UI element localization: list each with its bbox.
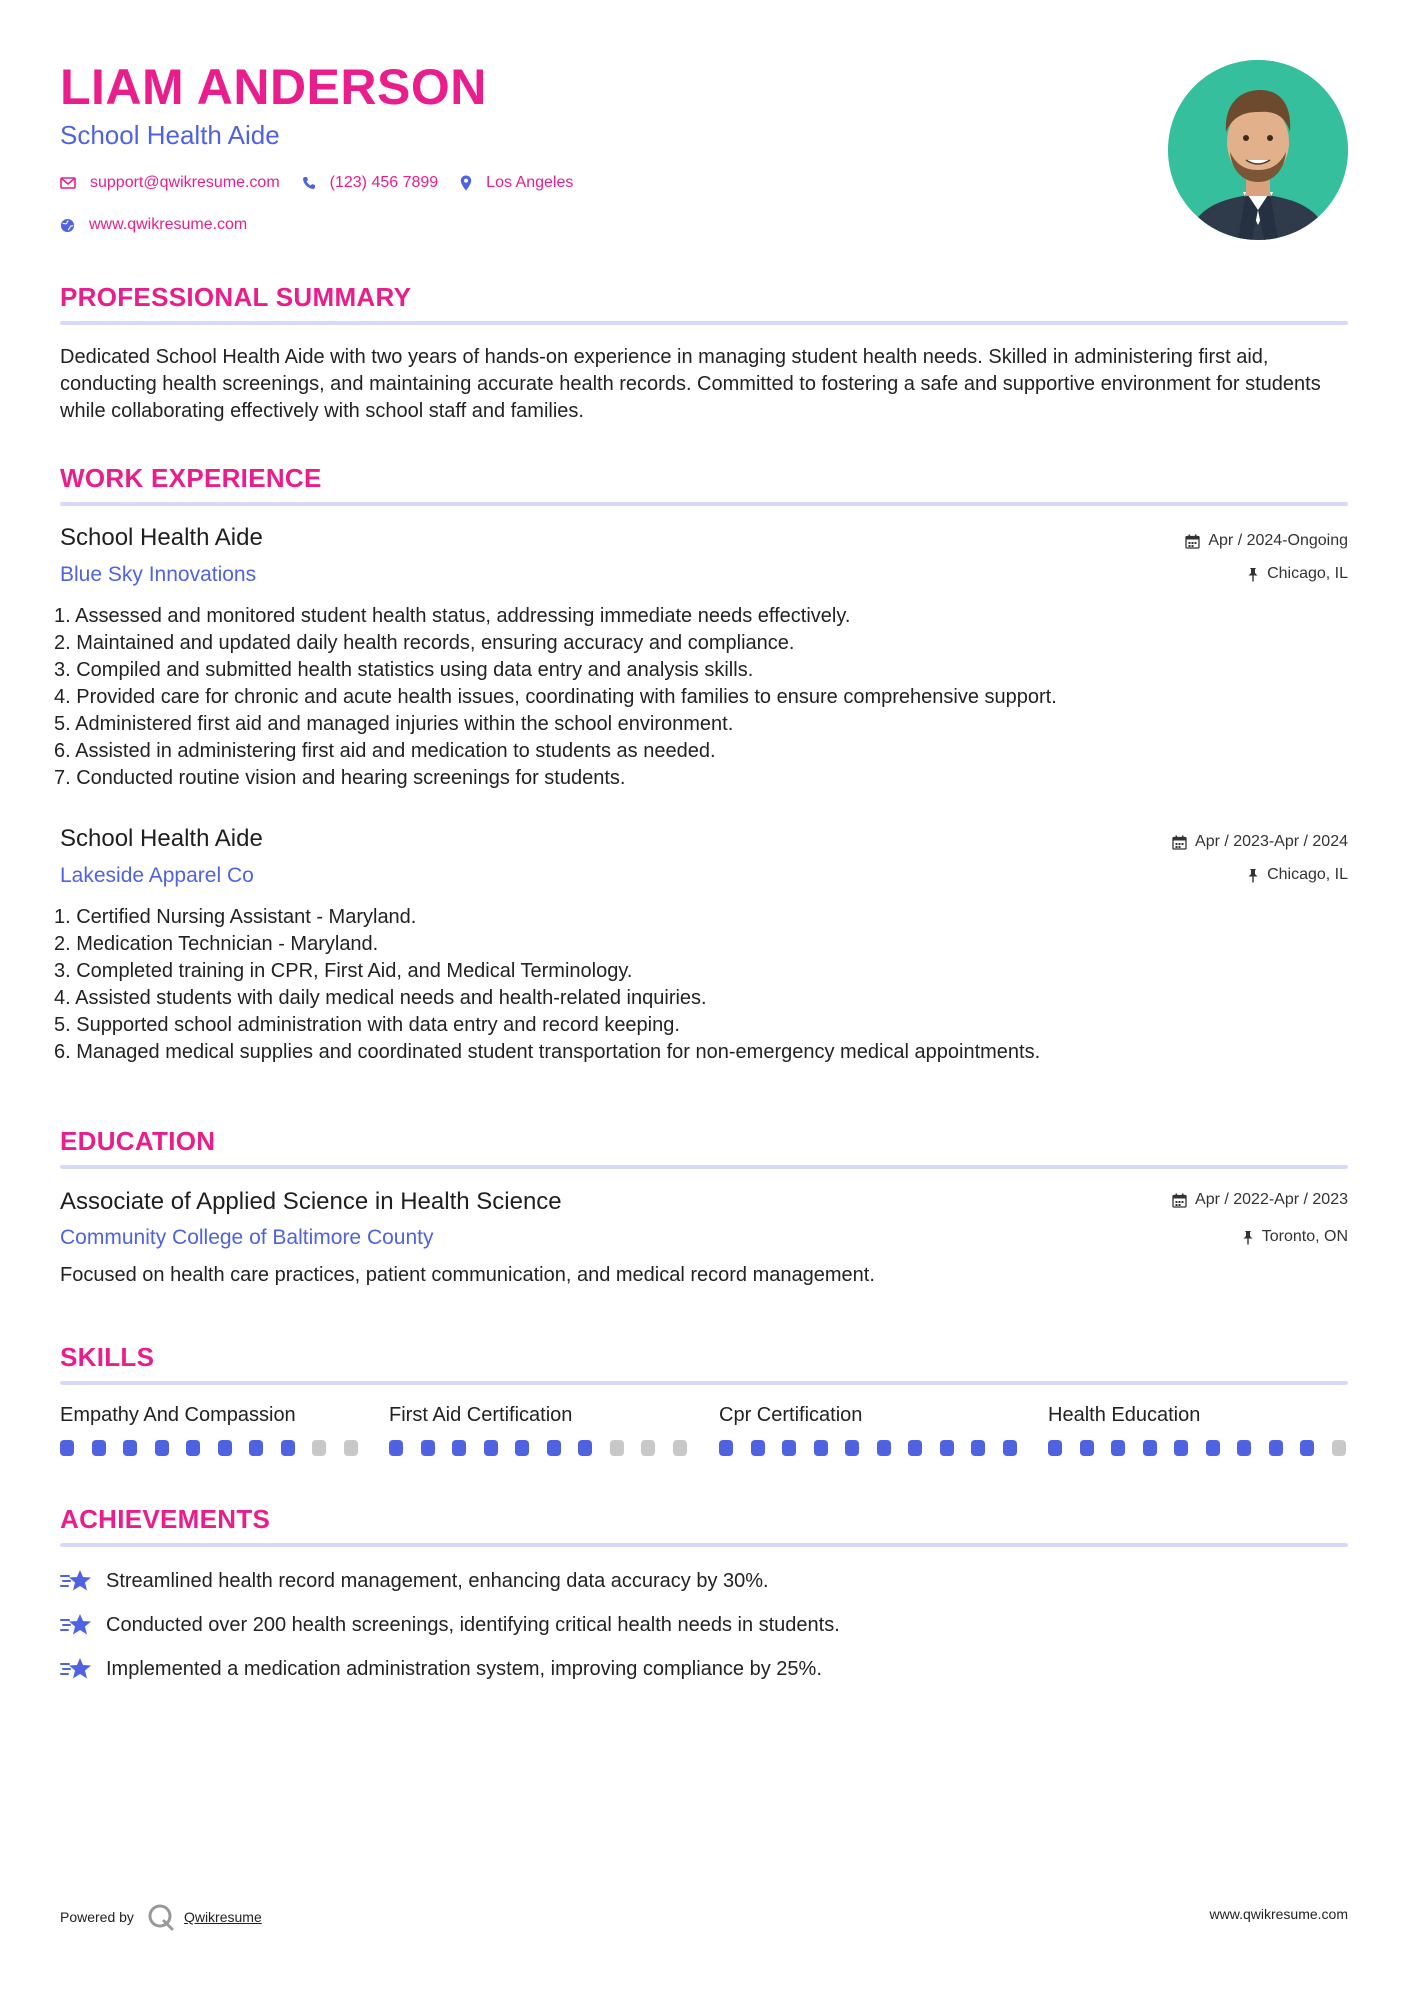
- education-description: Focused on health care practices, patient communication, and medical record management.: [60, 1264, 875, 1286]
- achievement-text: Streamlined health record management, enhancing data accuracy by 30%.: [106, 1569, 769, 1592]
- skill-rating-dot: [312, 1440, 326, 1456]
- skill-3-label: Cpr Certification: [719, 1404, 863, 1426]
- contact-location: [460, 174, 573, 192]
- job-2-location-text: Chicago, IL: [1267, 866, 1348, 883]
- experience-heading: WORK EXPERIENCE: [60, 463, 322, 493]
- phone-icon: [302, 176, 316, 190]
- list-item: 4. Provided care for chronic and acute health issues, coordinating with families to ensure comprehensive support.: [54, 686, 1057, 708]
- skill-rating-dot: [249, 1440, 263, 1456]
- list-item: 1. Assessed and monitored student health status, addressing immediate needs effectively.: [54, 605, 851, 627]
- job-1-location: [1247, 565, 1348, 583]
- education-location: [1242, 1228, 1348, 1246]
- location-text: Los Angeles: [486, 174, 574, 191]
- calendar-icon: [1185, 534, 1200, 549]
- contact-phone[interactable]: [302, 174, 439, 192]
- list-item: 5. Supported school administration with data entry and record keeping.: [54, 1014, 680, 1036]
- pushpin-icon: [1242, 1230, 1254, 1245]
- list-item: 2. Medication Technician - Maryland.: [54, 933, 379, 955]
- skill-rating-dot: [1003, 1440, 1017, 1456]
- job-1-dates: [1185, 532, 1348, 550]
- education-heading: EDUCATION: [60, 1126, 216, 1156]
- job-2-title: School Health Aide: [60, 825, 263, 852]
- skill-rating-dot: [484, 1440, 498, 1456]
- list-item: 3. Compiled and submitted health statistics using data entry and analysis skills.: [54, 659, 754, 681]
- achievement-item: [60, 1655, 822, 1683]
- summary-text: Dedicated School Health Aide with two years of hands-on experience in managing student health needs. Skilled in administering first aid, conducting health screenings, and maintaining accurate health records. Committed to fostering a safe and supportive environment for students while collaborating effectively with school staff and families.: [60, 346, 1321, 422]
- skill-rating-dot: [92, 1440, 106, 1456]
- shooting-star-icon: [60, 1611, 94, 1639]
- job-2-location: [1247, 866, 1348, 884]
- skill-4-rating: [1048, 1440, 1363, 1456]
- achievements-heading: ACHIEVEMENTS: [60, 1504, 271, 1534]
- shooting-star-icon: [60, 1655, 94, 1683]
- education-dates-text: Apr / 2022-Apr / 2023: [1195, 1191, 1348, 1208]
- email-text: support@qwikresume.com: [90, 174, 280, 191]
- job-2-bullets: [54, 904, 1344, 1066]
- skill-rating-dot: [218, 1440, 232, 1456]
- skill-rating-dot: [389, 1440, 403, 1456]
- powered-by-label: Powered by: [60, 1909, 134, 1925]
- skill-2-label: First Aid Certification: [389, 1404, 573, 1426]
- skill-rating-dot: [610, 1440, 624, 1456]
- contact-row-2: [60, 216, 269, 234]
- skill-rating-dot: [751, 1440, 765, 1456]
- contact-row-1: [60, 174, 595, 192]
- skill-rating-dot: [515, 1440, 529, 1456]
- skill-rating-dot: [940, 1440, 954, 1456]
- education-dates: [1172, 1191, 1348, 1209]
- skill-1-label: Empathy And Compassion: [60, 1404, 296, 1426]
- pushpin-icon: [1247, 567, 1259, 582]
- skill-rating-dot: [1206, 1440, 1220, 1456]
- calendar-icon: [1172, 1193, 1187, 1208]
- list-item: 3. Completed training in CPR, First Aid, and Medical Terminology.: [54, 960, 633, 982]
- brand-link[interactable]: Qwikresume: [183, 1909, 262, 1925]
- skill-rating-dot: [578, 1440, 592, 1456]
- contact-email[interactable]: [60, 174, 280, 192]
- job-1-bullets: [54, 603, 1344, 792]
- skill-rating-dot: [186, 1440, 200, 1456]
- skill-rating-dot: [1111, 1440, 1125, 1456]
- summary-divider: [60, 321, 1348, 325]
- skill-rating-dot: [1332, 1440, 1346, 1456]
- skill-rating-dot: [60, 1440, 74, 1456]
- envelope-icon: [60, 177, 76, 189]
- skill-rating-dot: [452, 1440, 466, 1456]
- skill-4-label: Health Education: [1048, 1404, 1201, 1426]
- shooting-star-icon: [60, 1567, 94, 1595]
- list-item: 1. Certified Nursing Assistant - Maryland.: [54, 906, 417, 928]
- job-2-dates: [1172, 833, 1348, 851]
- profile-photo: [1168, 60, 1348, 240]
- job-1-location-text: Chicago, IL: [1267, 565, 1348, 582]
- skill-rating-dot: [641, 1440, 655, 1456]
- skill-rating-dot: [281, 1440, 295, 1456]
- job-1-title: School Health Aide: [60, 524, 263, 551]
- phone-text: (123) 456 7899: [329, 174, 439, 191]
- list-item: 5. Administered first aid and managed injuries within the school environment.: [54, 713, 734, 735]
- skill-2-rating: [389, 1440, 704, 1456]
- education-school: Community College of Baltimore County: [60, 1226, 434, 1249]
- list-item: 6. Assisted in administering first aid and medication to students as needed.: [54, 740, 716, 762]
- skill-rating-dot: [1048, 1440, 1062, 1456]
- skill-rating-dot: [719, 1440, 733, 1456]
- skill-rating-dot: [1300, 1440, 1314, 1456]
- contact-website[interactable]: [60, 216, 247, 234]
- achievement-text: Implemented a medication administration system, improving compliance by 25%.: [106, 1657, 822, 1680]
- portrait-image: [1168, 60, 1348, 240]
- skill-3-rating: [719, 1440, 1034, 1456]
- footer-url[interactable]: www.qwikresume.com: [1209, 1906, 1348, 1922]
- achievement-item: [60, 1567, 769, 1595]
- skill-rating-dot: [1080, 1440, 1094, 1456]
- skill-rating-dot: [673, 1440, 687, 1456]
- summary-heading: PROFESSIONAL SUMMARY: [60, 282, 412, 312]
- skill-rating-dot: [908, 1440, 922, 1456]
- education-degree: Associate of Applied Science in Health Science: [60, 1188, 562, 1215]
- footer-powered-by: [60, 1903, 262, 1931]
- skill-1-rating: [60, 1440, 375, 1456]
- achievement-text: Conducted over 200 health screenings, identifying critical health needs in students.: [106, 1613, 840, 1636]
- skill-rating-dot: [1237, 1440, 1251, 1456]
- skill-rating-dot: [421, 1440, 435, 1456]
- candidate-name: LIAM ANDERSON: [60, 59, 487, 115]
- skill-rating-dot: [1269, 1440, 1283, 1456]
- skill-rating-dot: [344, 1440, 358, 1456]
- map-pin-icon: [460, 175, 472, 191]
- list-item: 2. Maintained and updated daily health records, ensuring accuracy and compliance.: [54, 632, 795, 654]
- job-1-company: Blue Sky Innovations: [60, 563, 257, 586]
- skill-rating-dot: [877, 1440, 891, 1456]
- pushpin-icon: [1247, 868, 1259, 883]
- experience-divider: [60, 502, 1348, 506]
- education-divider: [60, 1165, 1348, 1169]
- skills-divider: [60, 1381, 1348, 1385]
- qwikresume-logo-icon: [146, 1903, 176, 1931]
- skill-rating-dot: [971, 1440, 985, 1456]
- calendar-icon: [1172, 835, 1187, 850]
- list-item: 7. Conducted routine vision and hearing screenings for students.: [54, 767, 626, 789]
- skill-rating-dot: [1174, 1440, 1188, 1456]
- achievements-divider: [60, 1543, 1348, 1547]
- job-2-company: Lakeside Apparel Co: [60, 864, 254, 887]
- candidate-role: School Health Aide: [60, 120, 280, 150]
- skill-rating-dot: [155, 1440, 169, 1456]
- skill-rating-dot: [814, 1440, 828, 1456]
- skill-rating-dot: [1143, 1440, 1157, 1456]
- skill-rating-dot: [123, 1440, 137, 1456]
- website-text: www.qwikresume.com: [89, 216, 248, 233]
- achievement-item: [60, 1611, 840, 1639]
- job-2-dates-text: Apr / 2023-Apr / 2024: [1195, 833, 1348, 850]
- list-item: 6. Managed medical supplies and coordinated student transportation for non-emergency medical appointments.: [54, 1041, 1041, 1063]
- list-item: 4. Assisted students with daily medical needs and health-related inquiries.: [54, 987, 707, 1009]
- skills-heading: SKILLS: [60, 1342, 155, 1372]
- skill-rating-dot: [845, 1440, 859, 1456]
- education-location-text: Toronto, ON: [1261, 1228, 1348, 1245]
- globe-icon: [60, 218, 75, 233]
- skill-rating-dot: [547, 1440, 561, 1456]
- job-1-dates-text: Apr / 2024-Ongoing: [1208, 532, 1348, 549]
- skill-rating-dot: [782, 1440, 796, 1456]
